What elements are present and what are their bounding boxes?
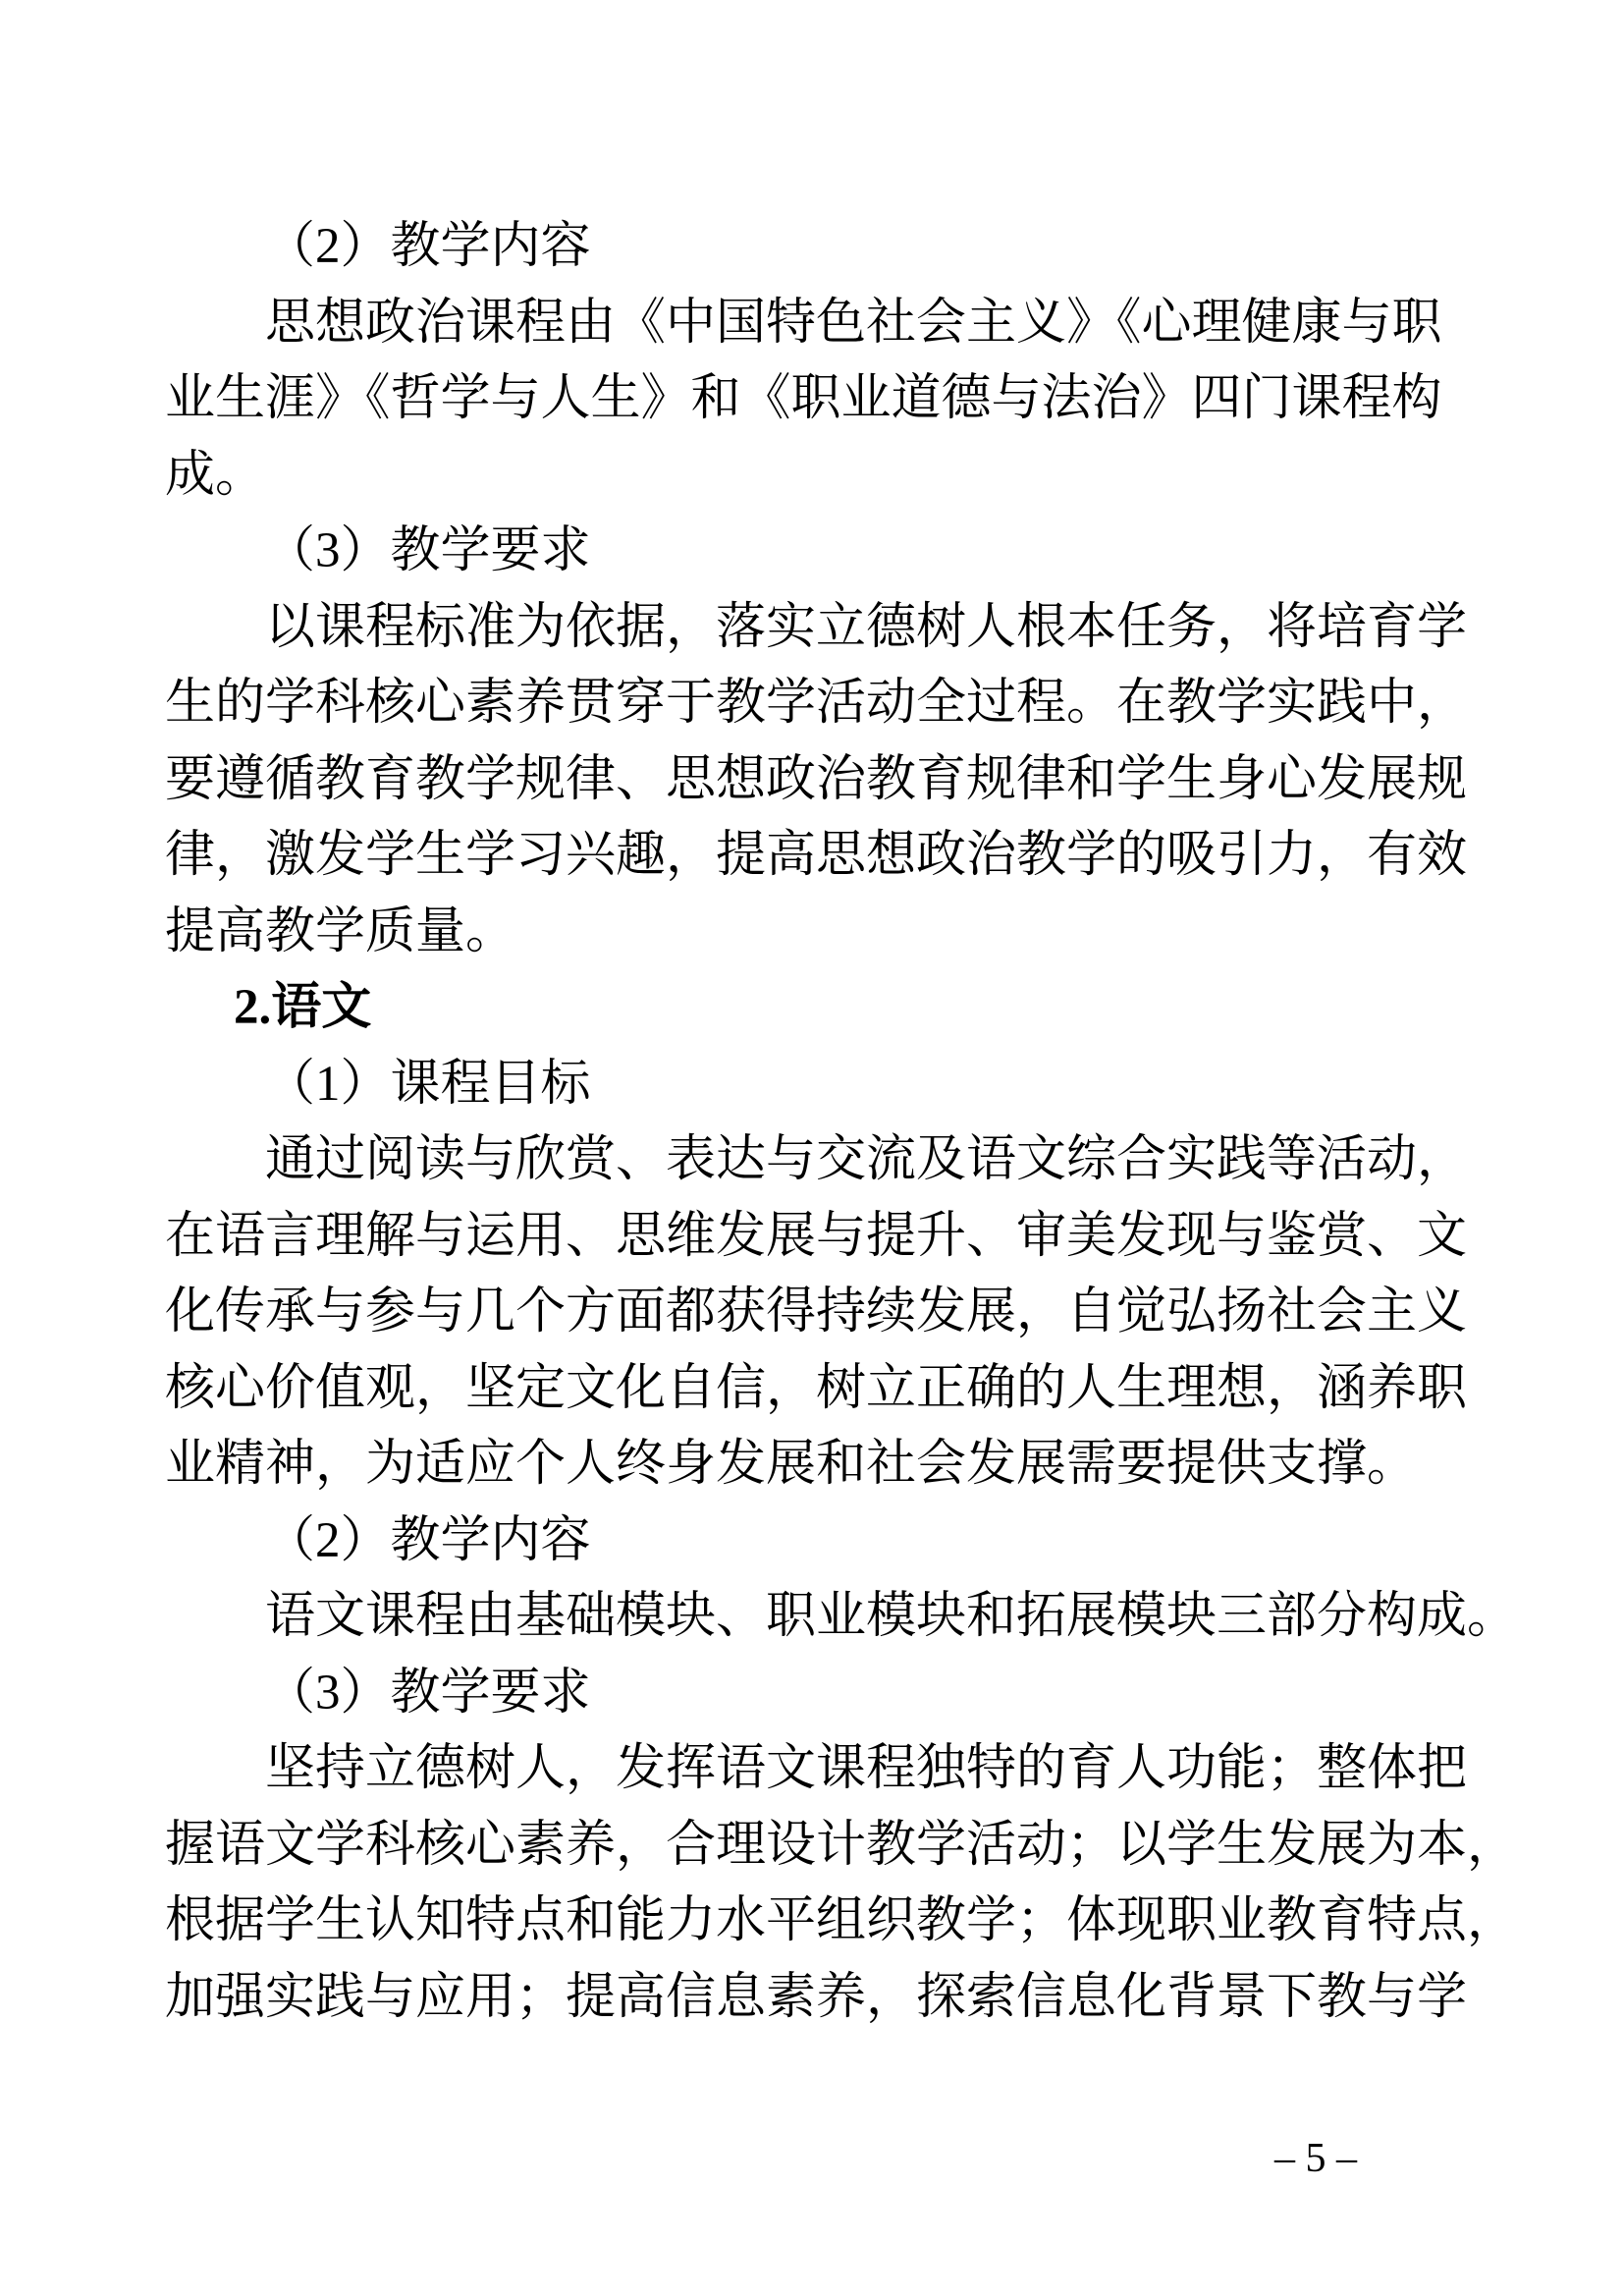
section-heading-chinese: 2.语文 — [234, 980, 372, 1035]
text-line: 根据学生认知特点和能力水平组织教学；体现职业教育特点， — [165, 1893, 1518, 1948]
text-line: 业生涯》《哲学与人生》和《职业道德与法治》四门课程构 — [165, 371, 1442, 426]
text-line: 成。 — [165, 447, 266, 503]
page-number: – 5 – — [1274, 2136, 1357, 2181]
text-line: 语文课程由基础模块、职业模块和拓展模块三部分构成。 — [265, 1589, 1518, 1644]
subheading-teaching-content-politics: （2）教学内容 — [265, 219, 591, 274]
text-line: 提高教学质量。 — [165, 903, 516, 959]
text-line: 坚持立德树人，发挥语文课程独特的育人功能；整体把 — [265, 1741, 1468, 1796]
text-line: 核心价值观，坚定文化自信，树立正确的人生理想，涵养职 — [165, 1360, 1468, 1416]
text-line: 在语言理解与运用、思维发展与提升、审美发现与鉴赏、文 — [165, 1208, 1468, 1264]
text-line: 化传承与参与几个方面都获得持续发展，自觉弘扬社会主义 — [165, 1285, 1468, 1339]
text-line: 思想政治课程由《中国特色社会主义》《心理健康与职 — [265, 295, 1442, 351]
text-line: 要遵循教育教学规律、思想政治教育规律和学生身心发展规 — [165, 751, 1468, 807]
subheading-teaching-requirements-chinese: （3）教学要求 — [265, 1665, 591, 1721]
text-line: 加强实践与应用；提高信息素养，探索信息化背景下教与学 — [165, 1969, 1468, 2025]
text-line: 业精神，为适应个人终身发展和社会发展需要提供支撑。 — [165, 1437, 1418, 1492]
subheading-teaching-requirements-politics: （3）教学要求 — [265, 523, 591, 578]
text-line: 生的学科核心素养贯穿于教学活动全过程。在教学实践中， — [165, 676, 1468, 731]
text-line: 握语文学科核心素养，合理设计教学活动；以学生发展为本， — [165, 1817, 1518, 1873]
text-line: 律，激发学生学习兴趣，提高思想政治教学的吸引力，有效 — [165, 828, 1468, 883]
text-line: 通过阅读与欣赏、表达与交流及语文综合实践等活动， — [265, 1132, 1468, 1187]
text-line: 以课程标准为依据，落实立德树人根本任务，将培育学 — [265, 599, 1468, 655]
subheading-teaching-content-chinese: （2）教学内容 — [265, 1512, 591, 1568]
document-body — [165, 209, 1518, 2036]
subheading-course-objectives: （1）课程目标 — [265, 1056, 591, 1112]
